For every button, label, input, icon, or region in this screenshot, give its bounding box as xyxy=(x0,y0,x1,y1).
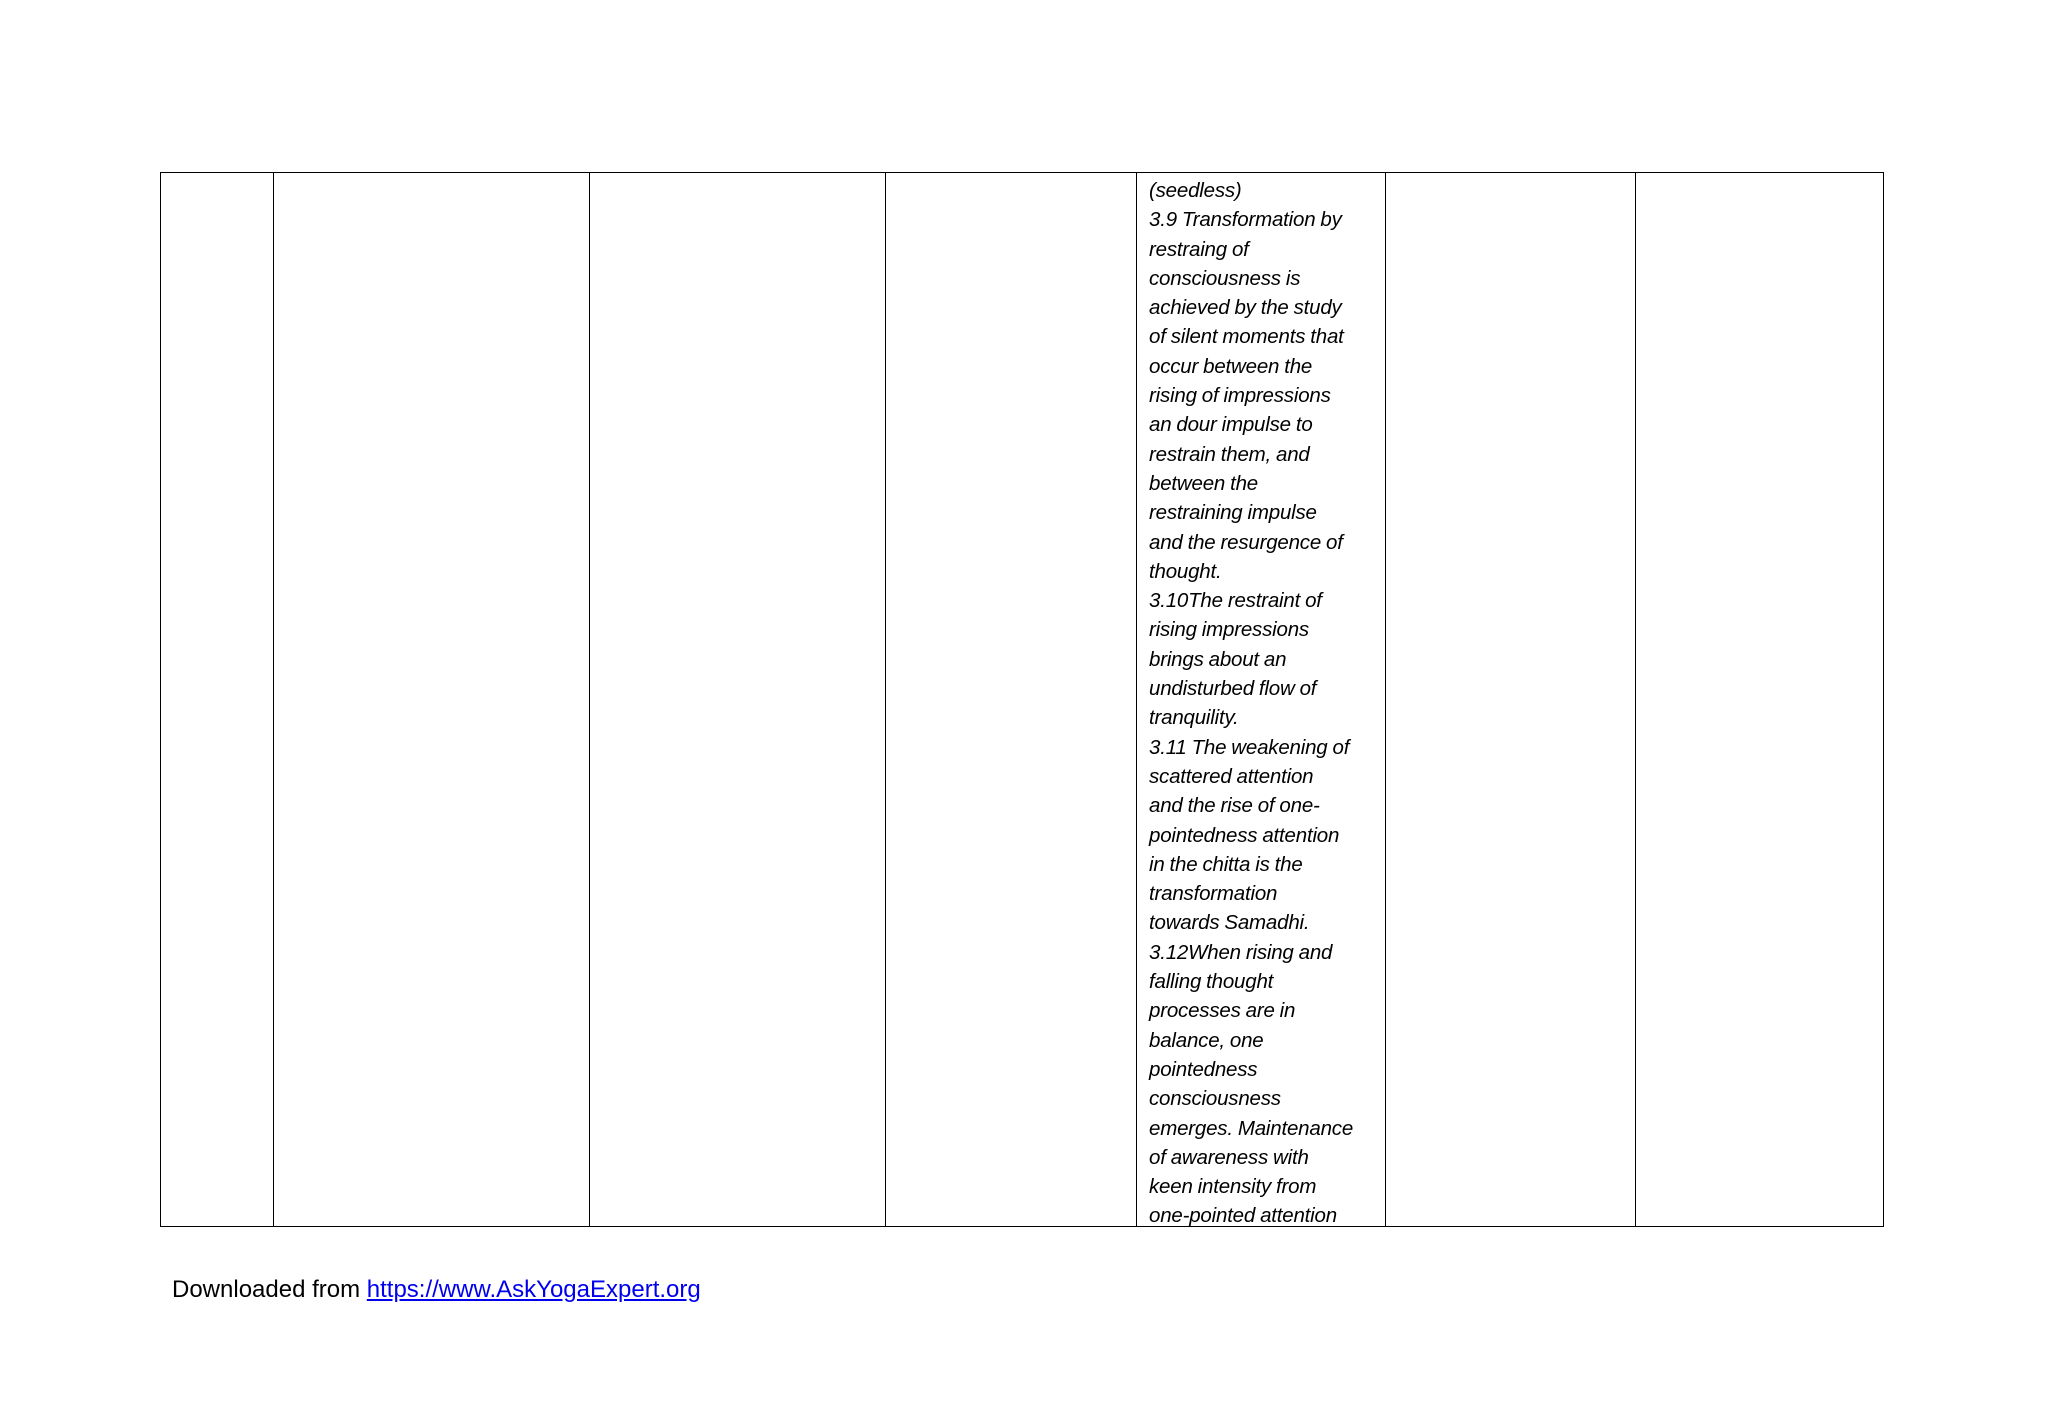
source-link[interactable]: https://www.AskYogaExpert.org xyxy=(366,1276,701,1303)
text-line: emerges. Maintenance xyxy=(1149,1116,1354,1140)
text-line: and the resurgence of xyxy=(1149,530,1343,554)
text-line: keen intensity from xyxy=(1149,1175,1317,1199)
table-cell-5 xyxy=(1137,173,1386,1227)
text-line: thought. xyxy=(1149,559,1222,583)
text-line: 3.10The restraint of xyxy=(1149,589,1322,613)
text-line: falling thought xyxy=(1149,970,1274,994)
text-line: pointedness xyxy=(1149,1057,1258,1081)
text-line: pointedness attention xyxy=(1149,823,1340,847)
text-line: consciousness is xyxy=(1149,266,1301,290)
content-table xyxy=(160,172,1884,1227)
text-line: tranquility. xyxy=(1149,706,1239,730)
text-line: achieved by the study xyxy=(1149,296,1342,320)
text-line: towards Samadhi. xyxy=(1149,911,1310,935)
text-line: occur between the xyxy=(1149,354,1313,378)
download-footer xyxy=(172,1274,701,1306)
text-line: scattered attention xyxy=(1149,764,1314,788)
text-line: restraing of xyxy=(1149,237,1249,261)
text-line: 3.12When rising and xyxy=(1149,940,1333,964)
text-line: brings about an xyxy=(1149,647,1287,671)
text-line: consciousness xyxy=(1149,1087,1281,1111)
text-line: processes are in xyxy=(1149,999,1296,1023)
text-line: restrain them, and xyxy=(1149,442,1310,466)
table-row xyxy=(161,173,1884,1227)
yoga-sutra-text xyxy=(1137,173,1385,1226)
table-cell-7 xyxy=(1636,173,1884,1227)
text-line: between the xyxy=(1149,471,1258,495)
footer-prefix: Downloaded from xyxy=(172,1276,367,1303)
text-line: and the rise of one- xyxy=(1149,794,1320,818)
text-line: 3.11 The weakening of xyxy=(1149,735,1350,759)
table-cell-1 xyxy=(161,173,274,1227)
table-cell-4 xyxy=(886,173,1137,1227)
text-line: 3.9 Transformation by xyxy=(1149,208,1342,232)
text-line: rising of impressions xyxy=(1149,384,1331,408)
text-line: balance, one xyxy=(1149,1028,1264,1052)
text-line: one-pointed attention xyxy=(1149,1204,1337,1226)
text-line: undisturbed flow of xyxy=(1149,677,1317,701)
table-cell-6 xyxy=(1386,173,1636,1227)
text-line: of silent moments that xyxy=(1149,325,1344,349)
text-line: transformation xyxy=(1149,882,1278,906)
table-cell-2 xyxy=(274,173,590,1227)
text-line: an dour impulse to xyxy=(1149,413,1313,437)
text-line: of awareness with xyxy=(1149,1145,1309,1169)
text-line: restraining impulse xyxy=(1149,501,1317,525)
text-line: in the chitta is the xyxy=(1149,852,1303,876)
table-cell-3 xyxy=(590,173,886,1227)
text-line: (seedless) xyxy=(1149,179,1242,202)
text-line: rising impressions xyxy=(1149,618,1309,642)
